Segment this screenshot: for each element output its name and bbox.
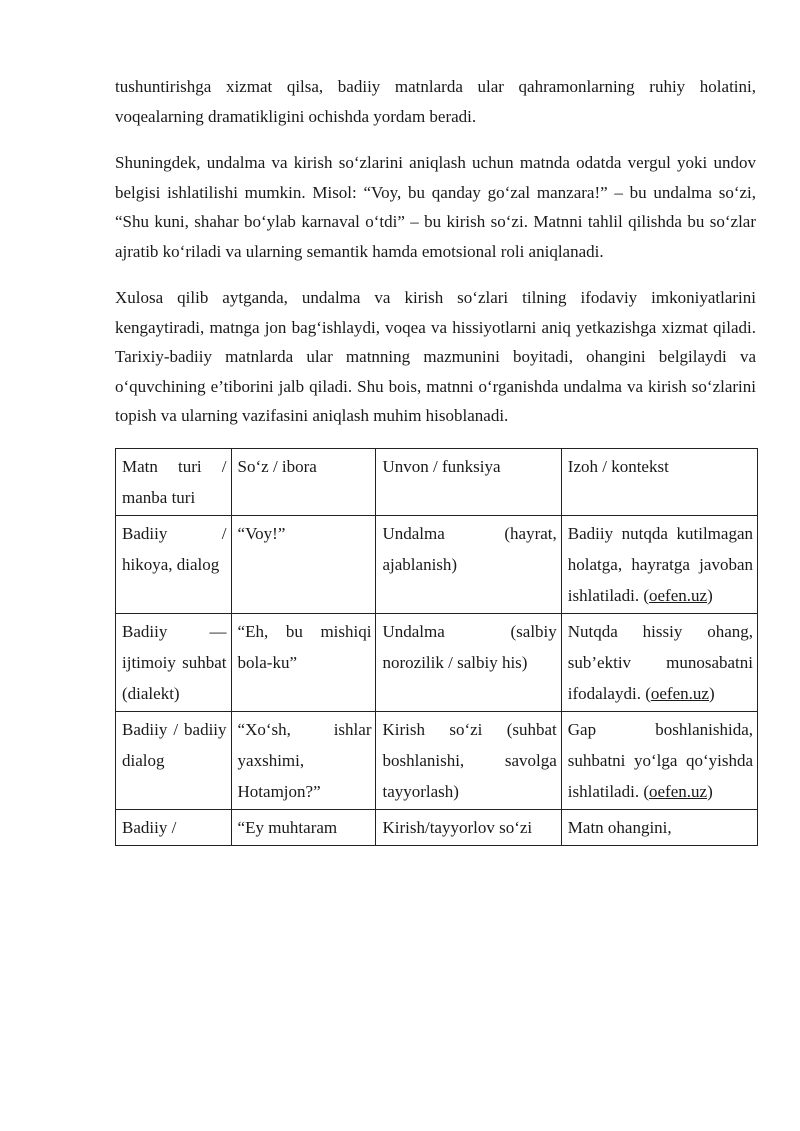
table-cell-type: Badiiy / hikoya, dialog [116,515,232,613]
table-cell-type: Badiiy / [116,809,232,845]
source-link[interactable]: oefen.uz [650,683,709,703]
table-header-cell: Unvon / funksiya [376,448,561,515]
paragraph-examples: Shuningdek, undalma va kirish so‘zlarini aniqlash uchun matnda odatda vergul yoki undov belgisi ishlatilishi mumkin. Misol: “Voy, bu qanday go‘zal manzara!” – bu undalma so‘zi, “Shu kuni, shahar bo‘ylab karnaval o‘tdi” – bu kirish so‘zi. Matnni tahlil qilishda bu so‘zlar ajratib ko‘riladi va ularning semantik hamda emotsional roli aniqlanadi. [115,153,756,261]
table-header-cell: Matn turi / manba turi [116,448,232,515]
table-cell-note: Badiiy nutqda kutilmagan holatga, hayratga javoban ishlatiladi. (oefen.uz) [561,515,757,613]
source-link[interactable]: oefen.uz [649,781,708,801]
note-text: Badiiy nutqda kutilmagan holatga, hayratga javoban ishlatiladi. [567,523,753,605]
table-cell-function: Kirish/tayyorlov so‘zi [376,809,561,845]
table-row [116,515,758,613]
table-cell-function: Undalma (salbiy norozilik / salbiy his) [376,613,561,711]
table-row [116,809,758,845]
table-row [116,711,758,809]
table-cell-function: Undalma (hayrat, ajablanish) [376,515,561,613]
table-cell-type: Badiiy — ijtimoiy suhbat (dialekt) [116,613,232,711]
table-cell-function: Kirish so‘zi (suhbat boshlanishi, savolga tayyorlash) [376,711,561,809]
table-cell-type: Badiiy / badiiy dialog [116,711,232,809]
note-text: Gap boshlanishida, suhbatni yo‘lga qo‘yishda ishlatiladi. [567,719,753,801]
source-link[interactable]: oefen.uz [649,585,708,605]
table-cell-note: Matn ohangini, [561,809,757,845]
table-cell-word: “Eh, bu mishiqi bola-ku” [231,613,376,711]
paragraph-intro: tushuntirishga xizmat qilsa, badiiy matnlarda ular qahramonlarning ruhiy holatini, voqealarning dramatikligini ochishda yordam beradi. [115,77,756,126]
table-header-cell: Izoh / kontekst [561,448,757,515]
table-cell-note: Gap boshlanishida, suhbatni yo‘lga qo‘yishda ishlatiladi. (oefen.uz) [561,711,757,809]
paragraph-conclusion: Xulosa qilib aytganda, undalma va kirish so‘zlari tilning ifodaviy imkoniyatlarini kengaytiradi, matnga jon bag‘ishlaydi, voqea va hissiyotlarni aniq yetkazishga xizmat qiladi. Tarixiy-badiiy matnlarda ular matnning mazmunini boyitadi, ohangini belgilaydi va o‘quvchining e’tiborini jalb qiladi. Shu bois, matnni o‘rganishda undalma va kirish so‘zlarini topish va ularning vazifasini aniqlash muhim hisoblanadi. [115,288,756,425]
table-header-row [116,448,758,515]
table-header-cell: So‘z / ibora [231,448,376,515]
table-row [116,613,758,711]
examples-table [115,448,758,846]
table-cell-note: Nutqda hissiy ohang, sub’ektiv munosabatni ifodalaydi. (oefen.uz) [561,613,757,711]
table-cell-word: “Ey muhtaram [231,809,376,845]
note-text: Nutqda hissiy ohang, sub’ektiv munosabatni ifodalaydi. [567,621,753,703]
table-cell-word: “Voy!” [231,515,376,613]
table-cell-word: “Xo‘sh, ishlar yaxshimi, Hotamjon?” [231,711,376,809]
document-page [115,72,756,846]
